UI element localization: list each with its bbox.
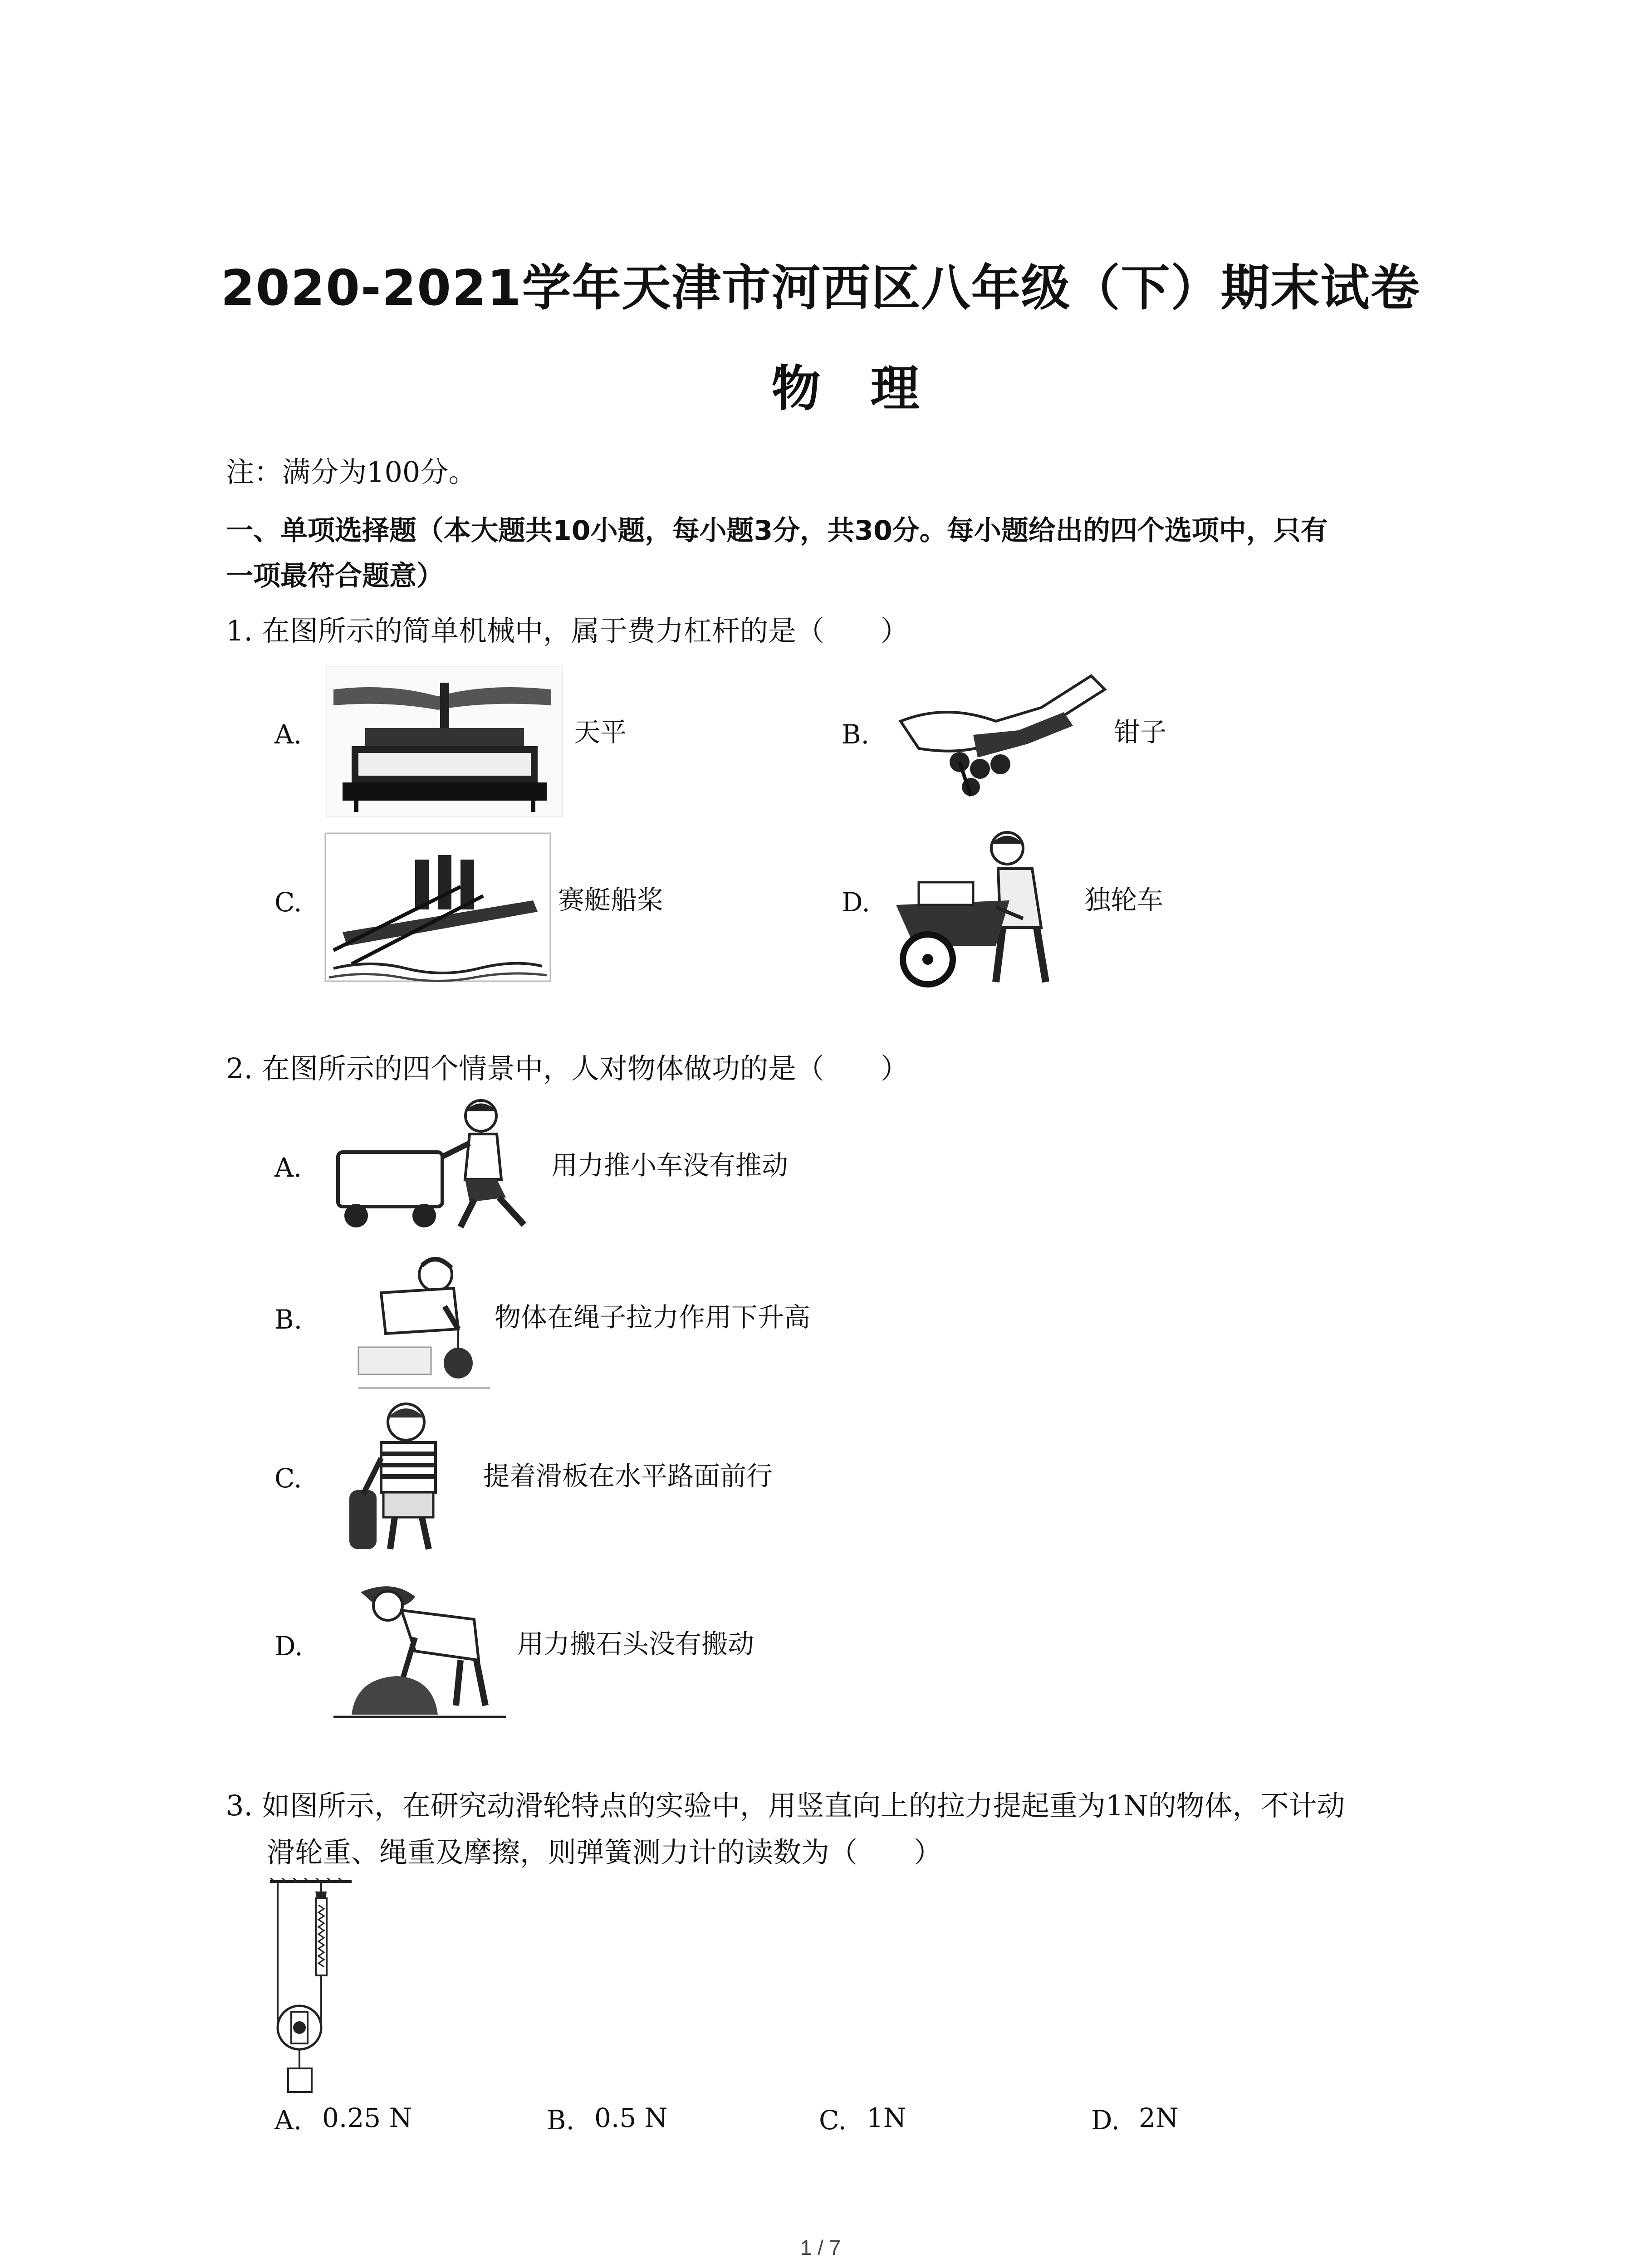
page-number: 1 / 7 bbox=[800, 2236, 841, 2259]
q1-option-b-label: B. bbox=[842, 719, 870, 750]
q1-option-d-text: 独轮车 bbox=[1084, 885, 1164, 915]
q2-option-d-label: D. bbox=[274, 1631, 303, 1662]
q1-option-b-text: 钳子 bbox=[1114, 717, 1167, 748]
boy-pushing-cart-icon bbox=[333, 1098, 547, 1234]
q3-stem-line1: 3. 如图所示，在研究动滑轮特点的实验中，用竖直向上的拉力提起重为1N的物体，不计动 bbox=[226, 1789, 1345, 1822]
q1-option-a-text: 天平 bbox=[574, 717, 627, 748]
q2-option-c-label: C. bbox=[274, 1463, 302, 1494]
exam-title: 2020-2021学年天津市河西区八年级（下）期末试卷 bbox=[220, 260, 1421, 317]
pliers-icon bbox=[892, 671, 1114, 807]
q3-option-b-label: B. bbox=[547, 2105, 575, 2136]
q3-option-d-text: 2N bbox=[1139, 2102, 1179, 2133]
boy-carrying-skateboard-icon bbox=[338, 1399, 470, 1563]
q3-option-c-label: C. bbox=[819, 2105, 847, 2136]
rowing-boat-icon bbox=[324, 832, 551, 982]
q2-option-c-text: 提着滑板在水平路面前行 bbox=[483, 1461, 773, 1491]
q2-stem: 2. 在图所示的四个情景中，人对物体做功的是（ ） bbox=[226, 1052, 909, 1085]
q2-option-b-label: B. bbox=[274, 1304, 303, 1335]
man-lifting-bag-icon bbox=[354, 1252, 504, 1393]
q1-option-d-label: D. bbox=[842, 887, 870, 918]
movable-pulley-with-spring-scale-icon bbox=[268, 1878, 358, 2105]
q1-option-c-text: 赛艇船桨 bbox=[558, 885, 664, 915]
section-heading-line1: 一、单项选择题（本大题共10小题，每小题3分，共30分。每小题给出的四个选项中，只有 bbox=[226, 515, 1328, 547]
score-note: 注：满分为100分。 bbox=[226, 455, 477, 489]
q2-option-b-text: 物体在绳子拉力作用下升高 bbox=[495, 1302, 811, 1333]
q1-option-a-label: A. bbox=[274, 719, 302, 750]
q2-option-a-label: A. bbox=[274, 1152, 302, 1183]
q1-stem: 1. 在图所示的简单机械中，属于费力杠杆的是（ ） bbox=[226, 614, 909, 647]
q2-option-d-text: 用力搬石头没有搬动 bbox=[517, 1628, 754, 1659]
q3-option-a-label: A. bbox=[274, 2105, 302, 2136]
q3-option-a-text: 0.25 N bbox=[322, 2102, 412, 2133]
q3-option-d-label: D. bbox=[1091, 2105, 1120, 2136]
section-heading-line2: 一项最符合题意） bbox=[226, 560, 444, 592]
q3-option-b-text: 0.5 N bbox=[594, 2102, 668, 2133]
q3-stem-line2: 滑轮重、绳重及摩擦，则弹簧测力计的读数为（ ） bbox=[267, 1836, 942, 1869]
q2-option-a-text: 用力推小车没有推动 bbox=[551, 1150, 789, 1181]
balance-scale-icon bbox=[324, 665, 565, 819]
girl-lifting-rock-icon bbox=[324, 1579, 515, 1724]
q3-option-c-text: 1N bbox=[867, 2102, 906, 2133]
wheelbarrow-icon bbox=[892, 828, 1082, 991]
subject-title: 物理 bbox=[771, 361, 970, 417]
q1-option-c-label: C. bbox=[274, 887, 302, 918]
